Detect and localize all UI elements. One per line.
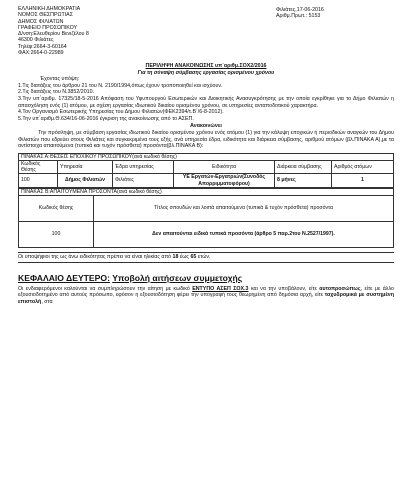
- cell-count: 1: [332, 174, 394, 187]
- issuer-block: [18, 6, 89, 56]
- consideration-item: 5.Την υπ΄αριθμ.Θ.634/16-06-2016 έγκριση της ανακοίνωσης από το ΑΣΕΠ.: [18, 115, 194, 122]
- in-person-term: αυτοπροσώπως: [319, 285, 361, 292]
- cell-duration: 8 μήνες: [275, 174, 332, 187]
- cell-code: 100: [19, 221, 94, 247]
- consideration-item: 3.Την υπ΄αριθμ. 17325/18-5-2016 Απόφαση του Υφυπουργού Εσωτερικών και Διοικητικής Ανασυγκρότησης με την οποία εγκρίθηκε για το Δήμο Φιλιατών η απασχόληση ενός (1) ατόμου, με σχέση εργασίας ιδιωτικού δικαίου ορισμένου χρόνου, σε υπηρεσίες ανταποδοτικού χαρακτήρα.: [18, 95, 394, 109]
- issuer-line: ΦΑΧ:2664-0-22989: [18, 50, 64, 57]
- consideration-item: 2.Τις διατάξεις του Ν.3852/2010.: [18, 89, 94, 96]
- issuer-line: ΓΡΑΦΕΙΟ ΠΡΟΣΩΠΙΚΟΥ: [18, 24, 78, 31]
- issuer-line: ΝΟΜΟΣ ΘΕΣΠΡΩΤΙΑΣ: [18, 12, 73, 19]
- positions-table-caption: ΠΙΝΑΚΑΣ Α:ΘΕΣΕΙΣ ΕΠΟΧΙΚΟΥ ΠΡΟΣΩΠΙΚΟΥ(ανά κωδικό θέσης): [19, 153, 394, 160]
- postal-term: ταχυδρομικά με συστημένη επιστολή: [18, 292, 394, 305]
- col-header-count: Αριθμός ατόμων: [332, 160, 394, 173]
- chapter-text-part: Οι ενδιαφερόμενοι καλούνται να συμπληρώσουν την αίτηση με κωδικό: [18, 285, 190, 292]
- chapter-label: ΚΕΦΑΛΑΙΟ ΔΕΥΤΕΡΟ:: [18, 272, 110, 283]
- qualifications-table-caption: ΠΙΝΑΚΑΣ Β:ΑΠΑΙΤΟΥΜΕΝΑ ΠΡΟΣΟΝΤΑ(ανά κωδικό θέσης): [19, 188, 394, 195]
- cell-service: Δήμος Φιλιατών: [58, 174, 113, 187]
- header: [18, 6, 394, 56]
- age-to: 65: [190, 253, 197, 260]
- issuer-line: ΕΛΛΗΝΙΚΗ ΔΗΜΟΚΡΑΤΙΑ: [18, 6, 81, 12]
- col-header-specialty: Ειδικότητα: [174, 160, 275, 173]
- age-requirement-note: [18, 252, 394, 263]
- consideration-item: 1.Τις διατάξεις του άρθρου 21 του Ν. 2190/1994,όπως έχουν τροποποιηθεί και ισχύουν.: [18, 82, 223, 89]
- announce-text: Την πρόσληψη, με σύμβαση εργασίας ιδιωτικού δικαίου ορισμένου χρόνου ενός ατόμου (1) για την κάλυψη εποχικών ή περιοδικών αναγκών του Δήμου Φιλιατών που εδρεύει στους Φιλιάτες και συγκεκριμένα τους εξής, ανά υπηρεσία έδρα, ειδικότητα και διάρκεια σύμβασης, αριθμού ατόμων (βλ.ΠΙΝΑΚΑ Α),με τα αντίστοιχα απαιτούμενα (τυπικά και τυχόν πρόσθετα) προσόντα(βλ.ΠΙΝΑΚΑ Β):: [18, 129, 394, 150]
- issuer-line: Τηλέφ:2664-3-60164: [18, 43, 67, 50]
- date-block: [276, 6, 394, 56]
- age-from: 18: [172, 253, 179, 260]
- col-header-service: Υπηρεσία: [58, 160, 113, 173]
- date-line: Φιλιάτες,17-06-2016: [276, 7, 324, 13]
- qualifications-table: [18, 188, 394, 248]
- col-header-duration: Διάρκεια σύμβασης: [275, 160, 332, 173]
- consideration-item: 4.Τον Οργανισμό Εσωτερικής Υπηρεσίας του Δήμου Φιλιατών(ΦΕΚ2394/τ.Β΄/6-8-2012).: [18, 109, 224, 116]
- cell-code: 100: [19, 174, 58, 187]
- issuer-line: Δ/νση:Ελευθερίου Βενιζέλου 8: [18, 31, 89, 38]
- considering-label: Έχοντας υπόψη:: [40, 76, 80, 83]
- table-row: [19, 221, 394, 247]
- form-code: ΕΝΤΥΠΟ ΑΣΕΠ ΣΟΧ.3: [192, 285, 249, 292]
- col-header-code: Κωδικός Θέσης: [19, 160, 58, 173]
- chapter-heading: [18, 274, 394, 283]
- age-note-prefix: Οι υποψήφιοι της ως άνω ειδικότητας πρέπει να είναι ηλικίας από: [18, 253, 172, 260]
- col-header-code: Κωδικός θέσης: [19, 195, 94, 221]
- considerations-list: [18, 83, 394, 123]
- issuer-line: ΔΗΜΟΣ ΦΙΛΙΑΤΩΝ: [18, 18, 64, 25]
- announcement-title: ΠΕΡΙΛΗΨΗ ΑΝΑΚΟΙΝΩΣΗΣ υπ΄αριθμ.ΣΟΧ2/2016: [145, 63, 267, 70]
- col-header-requirements: Τίτλος σπουδών και λοιπά απαιτούμενα (τυπικά & τυχόν πρόσθετα) προσόντα: [94, 195, 394, 221]
- chapter-text: [18, 286, 394, 306]
- protocol-number: Αριθμ.Πρωτ.: 5153: [276, 13, 321, 20]
- positions-table: [18, 153, 394, 188]
- chapter-text-part: , στα: [41, 298, 53, 305]
- issuer-line: 46300 Φιλιάτες: [18, 37, 54, 44]
- chapter-text-part: , είτε με άλλο εξουσιοδοτημένο από αυτούς πρόσωπο, εφόσον η εξουσιοδότηση φέρει την υπογραφή τους θεωρημένη από δημόσια αρχή, είτε: [18, 285, 394, 299]
- cell-specialty: ΥΕ Εργατών-Εργατριών(Συνοδός Απορριμματοφόρου): [174, 174, 275, 187]
- cell-requirements: Δεν απαιτούνται ειδικά τυπικά προσόντα (άρθρο 5 παρ.2του Ν.2527/1997).: [94, 221, 394, 247]
- age-note-suffix: ετών.: [197, 253, 211, 260]
- chapter-text-part: και να την υποβάλουν, είτε: [250, 285, 317, 292]
- col-header-seat: Έδρα υπηρεσίας: [113, 160, 174, 173]
- announcement-subtitle: Για τη σύναψη σύμβασης εργασίας ορισμένου χρόνου: [137, 69, 275, 76]
- cell-seat: Φιλιάτες: [113, 174, 174, 187]
- chapter-title: Υποβολή αιτήσεων συμμετοχής: [112, 272, 243, 283]
- table-row: [19, 174, 394, 187]
- announce-heading: Ανακοινώνει: [190, 123, 222, 130]
- age-note-mid: έως: [179, 253, 189, 260]
